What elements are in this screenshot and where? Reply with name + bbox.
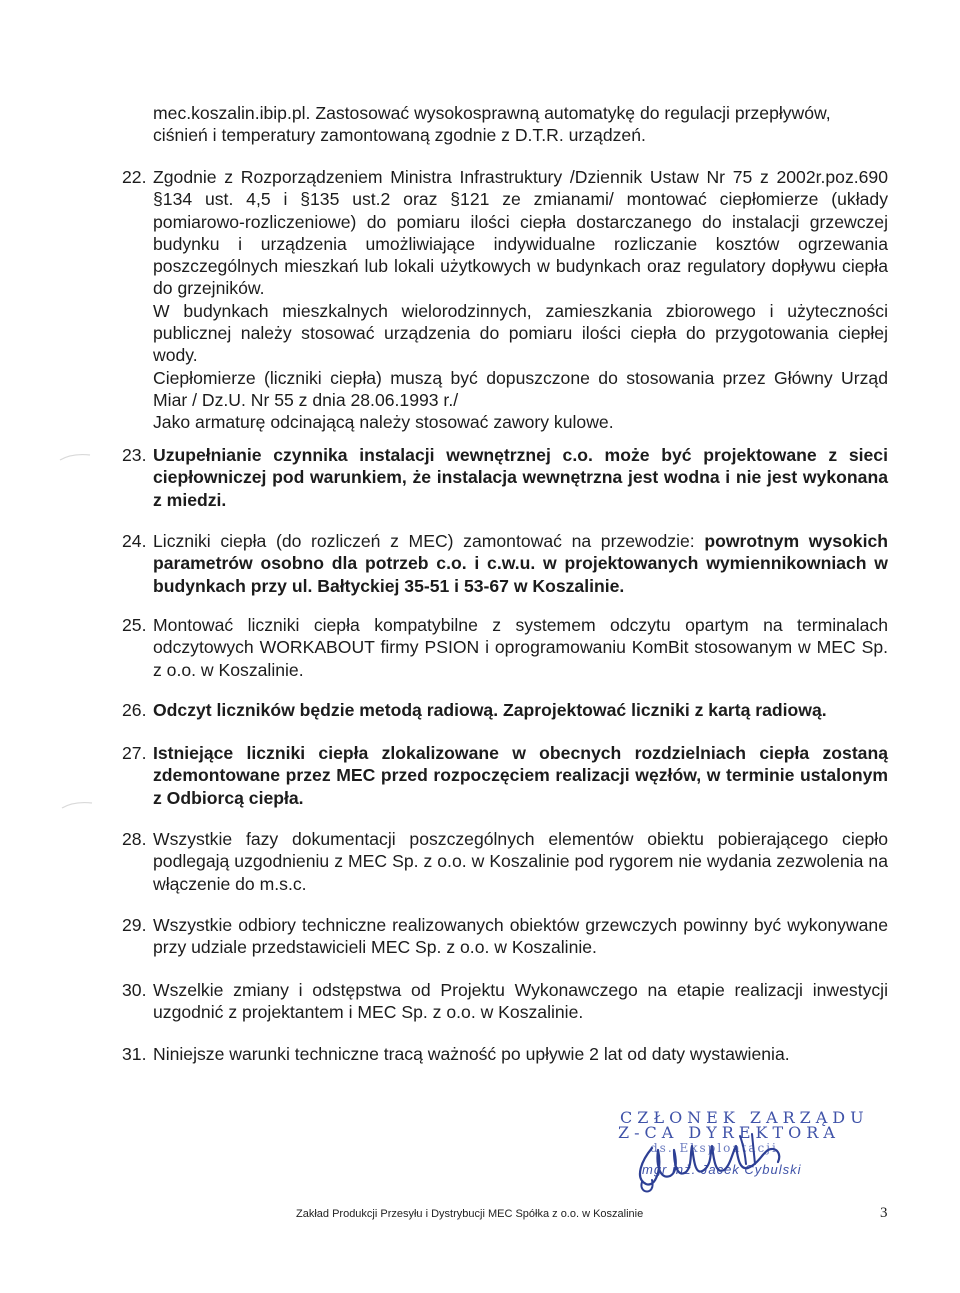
item-24-bold-text: powrotnym wysokich parametrów osobno dla potrzeb c.o. i c.w.u. w projektowanych wymiennikowniach w budynkach przy ul. Bałtyckiej 35-51 i 53-67 w Koszalinie. <box>153 531 889 596</box>
item-22-paragraph-3: Ciepłomierze (liczniki ciepła) muszą być dopuszczone do stosowania przez Główny Urząd Miar / Dz.U. Nr 55 z dnia 28.06.1993 r./ <box>153 367 888 410</box>
item-24-text: Liczniki ciepła (do rozliczeń z MEC) zamontować na przewodzie: <box>153 531 705 551</box>
item-31 <box>122 1043 888 1065</box>
item-number: 24. <box>122 531 147 551</box>
item-29-text: Wszystkie odbiory techniczne realizowanych obiektów grzewczych powinny być wykonywane przy udziale przedstawicieli MEC Sp. z o.o. w Koszalinie. <box>153 915 888 958</box>
item-30 <box>122 979 888 1024</box>
item-number: 28. <box>122 829 147 849</box>
item-number: 29. <box>122 915 147 935</box>
stamp-department-line: ds. Eksploatacji <box>650 1141 778 1155</box>
stamp-role-line: Z-CA DYREKTORA <box>618 1123 840 1142</box>
item-30-text: Wszelkie zmiany i odstępstwa od Projektu Wykonawczego na etapie realizacji inwestycji uzgodnić z projektantem i MEC Sp. z o.o. w Koszalinie. <box>153 980 888 1023</box>
item-22 <box>122 166 888 434</box>
item-number: 27. <box>122 743 147 763</box>
item-28 <box>122 828 888 895</box>
item-23-bold-text: Uzupełnianie czynnika instalacji wewnętrznej c.o. może być projektowane z sieci ciepłowniczej pod warunkiem, że instalacja wewnętrzna jest wodna i nie jest wykonana z miedzi. <box>153 445 888 510</box>
item-22-paragraph-4: Jako armaturę odcinającą należy stosować zawory kulowe. <box>153 412 614 433</box>
item-22-paragraph-2: W budynkach mieszkalnych wielorodzinnych, zamieszkania zbiorowego i użyteczności publicznej należy stosować urządzenia do pomiaru ilości ciepła do przygotowania ciepłej wody. <box>153 300 888 366</box>
page-number: 3 <box>880 1205 888 1221</box>
page-footer: Zakład Produkcji Przesyłu i Dystrybucji MEC Spółka z o.o. w Koszalinie <box>296 1208 644 1220</box>
item-27-bold-text: Istniejące liczniki ciepła zlokalizowane w obecnych rozdzielniach ciepła zostaną zdemontowane przez MEC przed rozpoczęciem realizacji węzłów, w terminie ustalonym z Odbiorcą ciepła. <box>153 743 888 808</box>
stamp-name-line: mgr inż. Jacek Cybulski <box>642 1162 802 1177</box>
item-number: 30. <box>122 980 147 1000</box>
item-number: 26. <box>122 700 147 720</box>
item-23 <box>122 444 888 511</box>
item-number: 22. <box>122 167 147 187</box>
continuation-text <box>153 102 888 147</box>
item-24 <box>122 530 888 597</box>
stamp-title-line: CZŁONEK ZARZĄDU <box>620 1108 869 1127</box>
item-26-bold-text: Odczyt liczników będzie metodą radiową. Zaprojektować liczniki z kartą radiową. <box>153 700 827 720</box>
item-25-text: Montować liczniki ciepła kompatybilne z systemem odczytu opartym na terminalach odczytowych WORKABOUT firmy PSION i oprogramowaniu KomBit stosowanym w MEC Sp. z o.o. w Koszalinie. <box>153 615 888 680</box>
item-number: 23. <box>122 445 147 465</box>
item-27 <box>122 742 888 809</box>
scan-mark <box>60 800 96 810</box>
continuation-line-1: mec.koszalin.ibip.pl. Zastosować wysokosprawną automatykę do regulacji przepływów, <box>153 103 831 123</box>
item-28-text: Wszystkie fazy dokumentacji poszczególnych elementów obiektu pobierającego ciepło podlegają uzgodnieniu z MEC Sp. z o.o. w Koszalinie pod rygorem nie wydania zezwolenia na włączenie do m.s.c. <box>153 829 888 894</box>
item-31-text: Niniejsze warunki techniczne tracą ważność po upływie 2 lat od daty wystawienia. <box>153 1044 790 1064</box>
item-22-paragraph-1: Zgodnie z Rozporządzeniem Ministra Infrastruktury /Dziennik Ustaw Nr 75 z 2002r.poz.690 §134 ust. 4,5 i §135 ust.2 oraz §121 ze zmianami/ montować ciepłomierze (układy pomiarowo-rozliczeniowe) do pomiaru ilości ciepła dostarczanego do instalacji grzewczej budynku i urządzenia umożliwiające indywidualne rozliczanie kosztów ogrzewania poszczególnych mieszkań lub lokali użytkowych w budynkach oraz regulatory dopływu ciepła do grzejników. <box>153 167 888 299</box>
item-26 <box>122 699 888 721</box>
item-29 <box>122 914 888 959</box>
continuation-line-2: ciśnień i temperatury zamontowaną zgodnie z D.T.R. urządzeń. <box>153 125 646 146</box>
item-number: 31. <box>122 1044 147 1064</box>
handwritten-signature <box>612 1110 812 1195</box>
item-25 <box>122 614 888 681</box>
scan-mark <box>58 452 94 462</box>
item-number: 25. <box>122 615 147 635</box>
